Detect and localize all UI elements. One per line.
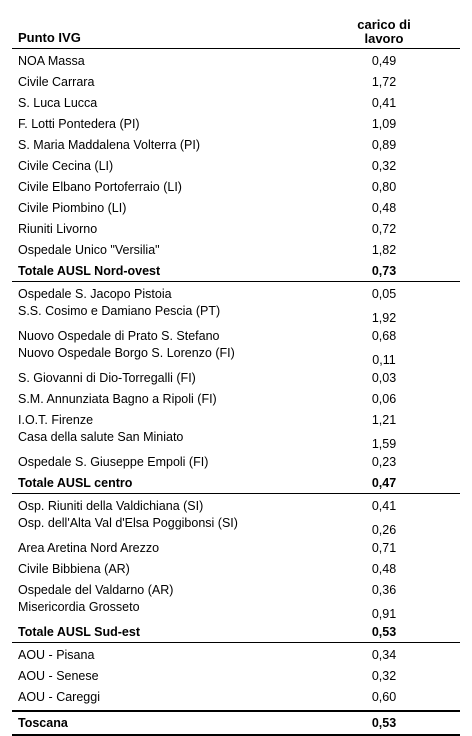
row-value: 0,23	[371, 455, 397, 469]
row-name: Osp. Riuniti della Valdichiana (SI)	[18, 499, 204, 513]
row-name: Civile Cecina (LI)	[18, 159, 114, 173]
table-row	[12, 410, 460, 431]
row-name: NOA Massa	[18, 54, 85, 68]
row-value: 0,03	[371, 371, 397, 385]
total-value: 0,47	[371, 476, 397, 490]
grand-total-value: 0,53	[371, 716, 397, 730]
table-row	[12, 687, 460, 708]
row-name: F. Lotti Pontedera (PI)	[18, 117, 140, 131]
column-header-punto-ivg: Punto IVG	[18, 30, 81, 45]
table-row	[12, 601, 460, 622]
row-name: S. Giovanni di Dio-Torregalli (FI)	[18, 371, 196, 385]
table-header	[12, 8, 460, 49]
table-row	[12, 156, 460, 177]
grand-total-row	[12, 710, 460, 736]
table-row	[12, 666, 460, 687]
row-name: Nuovo Ospedale Borgo S. Lorenzo (FI)	[18, 346, 235, 360]
row-name: Nuovo Ospedale di Prato S. Stefano	[18, 329, 220, 343]
row-name: AOU - Senese	[18, 669, 99, 683]
row-name: Riuniti Livorno	[18, 222, 98, 236]
table-row	[12, 580, 460, 601]
row-name: Civile Elbano Portoferraio (LI)	[18, 180, 182, 194]
row-value: 1,59	[371, 437, 397, 451]
table-row	[12, 431, 460, 452]
ivg-workload-table	[12, 8, 460, 736]
row-name: Ospedale S. Giuseppe Empoli (FI)	[18, 455, 209, 469]
table-row	[12, 452, 460, 473]
row-name: I.O.T. Firenze	[18, 413, 94, 427]
row-value: 1,72	[371, 75, 397, 89]
total-value: 0,53	[371, 625, 397, 639]
row-value: 0,41	[371, 96, 397, 110]
row-value: 0,71	[371, 541, 397, 555]
column-header-carico-di-lavoro: carico di lavoro	[357, 17, 411, 46]
row-name: Civile Bibbiena (AR)	[18, 562, 130, 576]
table-row	[12, 559, 460, 580]
table-row	[12, 114, 460, 135]
row-name: Civile Carrara	[18, 75, 95, 89]
table-row	[12, 219, 460, 240]
row-value: 0,41	[371, 499, 397, 513]
table-row	[12, 368, 460, 389]
row-value: 0,48	[371, 201, 397, 215]
row-name: Osp. dell'Alta Val d'Elsa Poggibonsi (SI)	[18, 516, 238, 530]
total-value: 0,73	[371, 264, 397, 278]
table-row	[12, 645, 460, 666]
row-name: Civile Piombino (LI)	[18, 201, 127, 215]
row-value: 0,91	[371, 607, 397, 621]
row-value: 1,92	[371, 311, 397, 325]
table-row	[12, 496, 460, 517]
row-name: S.S. Cosimo e Damiano Pescia (PT)	[18, 304, 221, 318]
row-value: 0,05	[371, 287, 397, 301]
row-name: S. Luca Lucca	[18, 96, 98, 110]
row-name: Area Aretina Nord Arezzo	[18, 541, 160, 555]
row-value: 0,68	[371, 329, 397, 343]
total-name: Totale AUSL Sud-est	[18, 625, 141, 639]
row-name: Ospedale Unico "Versilia"	[18, 243, 160, 257]
row-value: 0,89	[371, 138, 397, 152]
table-row	[12, 177, 460, 198]
row-value: 0,72	[371, 222, 397, 236]
table-body	[12, 49, 460, 736]
row-name: Misericordia Grosseto	[18, 600, 140, 614]
total-name: Totale AUSL Nord-ovest	[18, 264, 161, 278]
row-value: 0,48	[371, 562, 397, 576]
row-value: 0,36	[371, 583, 397, 597]
table-row	[12, 135, 460, 156]
row-name: AOU - Careggi	[18, 690, 100, 704]
row-value: 1,09	[371, 117, 397, 131]
table-row	[12, 389, 460, 410]
grand-total-name: Toscana	[18, 716, 68, 730]
row-value: 0,06	[371, 392, 397, 406]
row-value: 1,21	[371, 413, 397, 427]
table-row	[12, 538, 460, 559]
table-row	[12, 326, 460, 347]
table-row	[12, 517, 460, 538]
table-row	[12, 240, 460, 261]
total-row	[12, 622, 460, 643]
row-value: 0,32	[371, 159, 397, 173]
row-name: AOU - Pisana	[18, 648, 95, 662]
table-row	[12, 198, 460, 219]
row-name: S. Maria Maddalena Volterra (PI)	[18, 138, 201, 152]
row-name: Casa della salute San Miniato	[18, 430, 184, 444]
row-value: 0,11	[372, 353, 396, 367]
row-name: S.M. Annunziata Bagno a Ripoli (FI)	[18, 392, 217, 406]
row-name: Ospedale del Valdarno (AR)	[18, 583, 174, 597]
row-value: 0,32	[371, 669, 397, 683]
table-row	[12, 284, 460, 305]
table-row	[12, 51, 460, 72]
row-value: 0,60	[371, 690, 397, 704]
row-name: Ospedale S. Jacopo Pistoia	[18, 287, 172, 301]
row-value: 1,82	[371, 243, 397, 257]
table-row	[12, 93, 460, 114]
table-row	[12, 305, 460, 326]
total-name: Totale AUSL centro	[18, 476, 133, 490]
row-value: 0,49	[371, 54, 397, 68]
total-row	[12, 261, 460, 282]
table-row	[12, 347, 460, 368]
table-row	[12, 72, 460, 93]
row-value: 0,34	[371, 648, 397, 662]
row-value: 0,26	[371, 523, 397, 537]
total-row	[12, 473, 460, 494]
row-value: 0,80	[371, 180, 397, 194]
